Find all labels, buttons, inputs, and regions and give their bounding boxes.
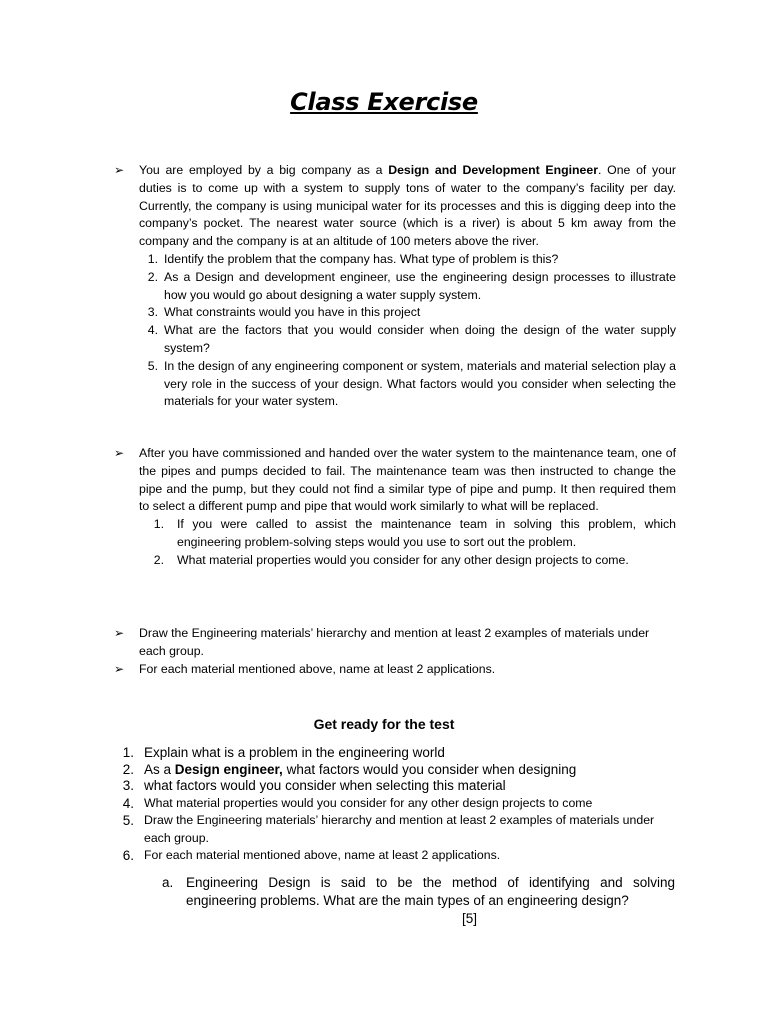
arrow-bullet-icon: ➢ [114,626,125,640]
arrow-bullet-icon: ➢ [114,446,125,460]
list-item: 6. For each material mentioned above, name at least 2 applications. [122,848,501,863]
bullet-1-text: You are employed by a big company as a Design and Development Engineer. One of your duties is to come up with a system to supply tons of water to the company’s facility per day. Currently, the company is using municipal water for its processes and this is digging deep into the company’s pocket. The nearest water source (which is a river) is about 5 km away from the company and the company is at an altitude of 100 meters above the river. [139,163,676,249]
exercise-bullet-1 [114,162,676,411]
list-item: 3. What constraints would you have in this project [147,305,421,320]
list-item: 1. Identify the problem that the company has. What type of problem is this? [147,251,559,266]
list-item: 2. As a Design engineer, what factors would you consider when designing [122,761,577,777]
question-a: a. Engineering Design is said to be the method of identifying and solving engineering problems. What are the main types of an engineering design? [162,875,675,908]
exercise-bullet-4: ➢ For each material mentioned above, name at least 2 applications. [114,661,676,679]
list-item: 2. As a Design and development engineer, use the engineering design processes to illustrate how you would go about designing a water supply system. [147,269,676,302]
list-item: 4. What are the factors that you would consider when doing the design of the water supply system? [147,323,676,355]
test-question-list [114,745,676,865]
arrow-bullet-icon: ➢ [114,163,125,177]
question-a-marks: [5] [462,911,478,926]
exercise-bullet-3-4 [114,625,676,678]
page-title: Class Exercise [290,88,478,116]
exercise-bullet-2 [114,445,676,570]
list-item: 4. What material properties would you consider for any other design projects to come [122,795,593,811]
bullet-2-question-list [144,516,676,569]
bullet-1-question-list [140,251,676,411]
arrow-bullet-icon: ➢ [114,661,125,676]
list-item: 1. Explain what is a problem in the engineering world [122,745,445,760]
bullet-2-text: After you have commissioned and handed over the water system to the maintenance team, one of the pipes and pumps decided to fail. The maintenance team was then instructed to change the pipe and the pump, but they could not find a similar type of pipe and pump. It then required them to select a different pump and pipe that would work similarly to what will be replaced. [139,446,676,514]
list-item: 3. what factors would you consider when selecting this material [122,778,506,793]
section-title: Get ready for the test [313,716,455,732]
list-item: 5. Draw the Engineering materials’ hierarchy and mention at least 2 examples of materials under each group. [122,813,655,845]
list-item: 1. If you were called to assist the maintenance team in solving this problem, which engineering problem-solving steps would you use to sort out the problem. [153,517,676,549]
list-item: 5. In the design of any engineering component or system, materials and material selection play a very role in the success of your design. What factors would you consider when selecting the materials for your water system. [147,358,676,409]
list-item: 2. What material properties would you consider for any other design projects to come. [153,552,629,567]
exercise-bullet-3: ➢ Draw the Engineering materials’ hierarchy and mention at least 2 examples of materials under each group. [114,625,676,661]
